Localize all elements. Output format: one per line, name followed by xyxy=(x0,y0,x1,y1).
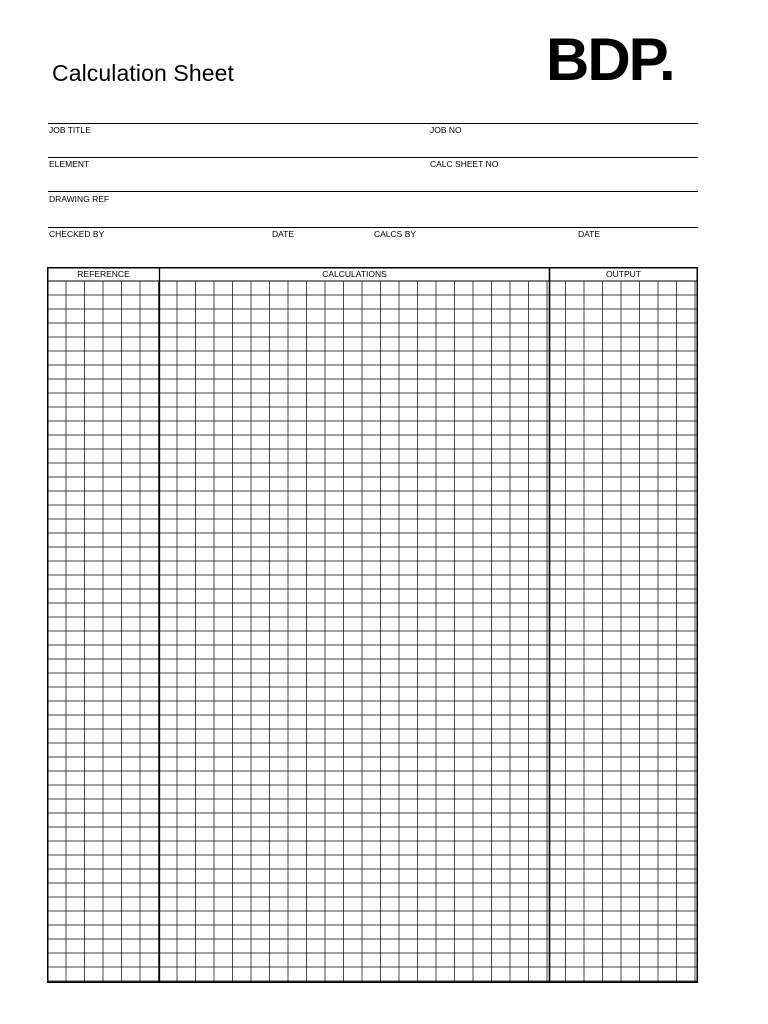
drawing-ref-label: DRAWING REF xyxy=(49,194,110,204)
checked-date-label: DATE xyxy=(272,229,295,239)
job-no-label: JOB NO xyxy=(430,125,462,135)
sheet-title: Calculation Sheet xyxy=(52,60,234,86)
calcs-date-label: DATE xyxy=(578,229,601,239)
checked-by-label: CHECKED BY xyxy=(49,229,105,239)
job-title-rule xyxy=(48,123,698,124)
calculations-column-header: CALCULATIONS xyxy=(322,269,387,279)
output-column-header: OUTPUT xyxy=(606,269,641,279)
calcs-by-label: CALCS BY xyxy=(374,229,417,239)
bdp-logo: BDP. xyxy=(546,26,674,93)
grid-lines xyxy=(47,267,698,983)
checked-by-rule xyxy=(48,227,698,228)
drawing-ref-rule xyxy=(48,191,698,192)
calculation-grid xyxy=(47,267,698,983)
job-title-label: JOB TITLE xyxy=(49,125,91,135)
reference-column-header: REFERENCE xyxy=(77,269,130,279)
calc-sheet-no-label: CALC SHEET NO xyxy=(430,159,499,169)
element-rule xyxy=(48,157,698,158)
element-label: ELEMENT xyxy=(49,159,90,169)
grid-outer-frame xyxy=(48,268,698,983)
